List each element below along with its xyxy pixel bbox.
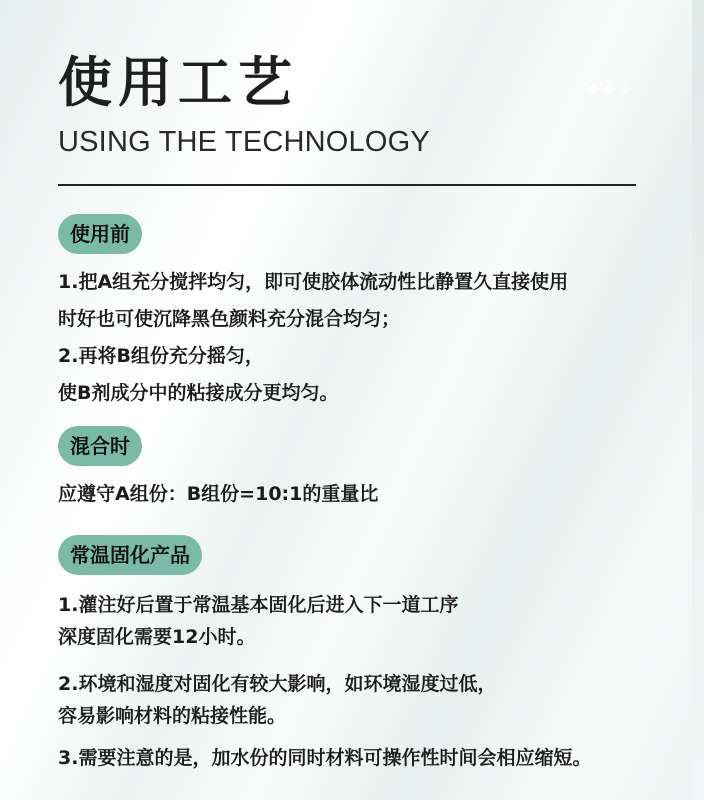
text-line: 应遵守A组份：B组份=10:1的重量比 — [58, 483, 379, 505]
dot-icon — [588, 84, 598, 94]
text-line: 2.环境和湿度对固化有较大影响，如环境湿度过低， — [58, 673, 497, 695]
section-heading-room-temp-cure: 常温固化产品 — [58, 535, 202, 575]
text-line: 2.再将B组份充分摇匀， — [58, 345, 264, 367]
page-subtitle: USING THE TECHNOLOGY — [58, 126, 430, 158]
list-item — [58, 668, 496, 732]
dot-icon — [620, 84, 630, 94]
text-line: 1.把A组充分搅拌均匀，即可使胶体流动性比静置久直接使用 — [58, 271, 569, 293]
list-item — [58, 742, 591, 774]
page-title: 使用工艺 — [58, 51, 298, 114]
text-line: 1.灌注好后置于常温基本固化后进入下一道工序 — [58, 594, 459, 616]
section-heading-mixing: 混合时 — [58, 426, 142, 466]
text-line: 使B剂成分中的粘接成分更均匀。 — [58, 382, 339, 404]
text-line: 3.需要注意的是，加水份的同时材料可操作性时间会相应缩短。 — [58, 747, 592, 769]
list-item — [58, 589, 458, 653]
text-line: 容易影响材料的粘接性能。 — [58, 705, 287, 727]
section-heading-before-use: 使用前 — [58, 214, 142, 254]
pagination-dots — [588, 84, 630, 94]
right-edge-strip — [692, 0, 704, 800]
text-line: 时好也可使沉降黑色颜料充分混合均匀； — [58, 308, 401, 330]
section-body-before-use — [58, 264, 568, 412]
section-body-mixing — [58, 476, 378, 513]
dot-icon — [604, 84, 614, 94]
title-divider — [58, 184, 636, 186]
text-line: 深度固化需要12小时。 — [58, 626, 256, 648]
